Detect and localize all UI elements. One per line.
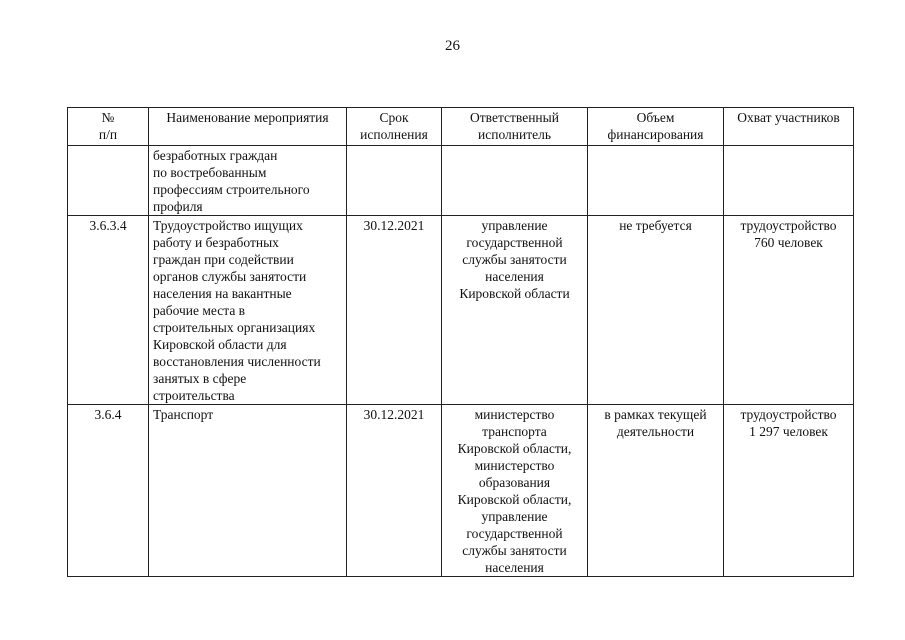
row-financing: [588, 146, 724, 216]
header-financing: Объем финансирования: [588, 108, 724, 146]
row-responsible: управление государственной службы занятости населения Кировской области: [442, 216, 588, 405]
row-coverage: трудоустройство 760 человек: [724, 216, 854, 405]
row-responsible: министерство транспорта Кировской области, министерство образования Кировской области, управление государственной службы занятости населения: [442, 405, 588, 577]
header-responsible: Ответственный исполнитель: [442, 108, 588, 146]
row-num: 3.6.3.4: [68, 216, 149, 405]
table-row: [68, 146, 854, 216]
row-date: 30.12.2021: [347, 405, 442, 577]
row-coverage: [724, 146, 854, 216]
header-name: Наименование мероприятия: [149, 108, 347, 146]
row-date: 30.12.2021: [347, 216, 442, 405]
row-financing: в рамках текущей деятельности: [588, 405, 724, 577]
row-name: безработных граждан по востребованным профессиям строительного профиля: [149, 146, 347, 216]
row-financing: не требуется: [588, 216, 724, 405]
row-num: [68, 146, 149, 216]
header-date: Срок исполнения: [347, 108, 442, 146]
activities-table: [67, 107, 854, 577]
table-header-row: [68, 108, 854, 146]
table-row: [68, 405, 854, 577]
row-date: [347, 146, 442, 216]
row-name: Транспорт: [149, 405, 347, 577]
row-num: 3.6.4: [68, 405, 149, 577]
page-number: 26: [445, 38, 460, 54]
row-responsible: [442, 146, 588, 216]
table-row: [68, 216, 854, 405]
header-num: № п/п: [68, 108, 149, 146]
row-coverage: трудоустройство 1 297 человек: [724, 405, 854, 577]
header-coverage: Охват участников: [724, 108, 854, 146]
row-name: Трудоустройство ищущих работу и безработных граждан при содействии органов службы занятости населения на вакантные рабочие места в строительных организациях Кировской области для восстановления численности занятых в сфере строительства: [149, 216, 347, 405]
